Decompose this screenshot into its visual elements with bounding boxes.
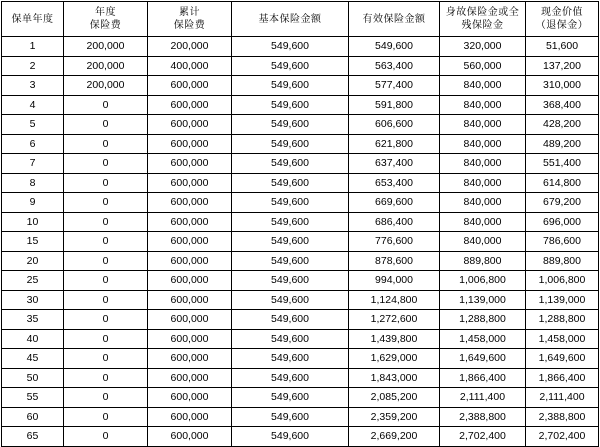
cell-cumulative-premium: 600,000 — [148, 290, 232, 310]
cell-cash-value: 368,400 — [526, 95, 599, 115]
cell-effective-sum-insured: 994,000 — [349, 271, 440, 291]
table-row — [2, 95, 599, 115]
cell-cumulative-premium: 400,000 — [148, 56, 232, 76]
table-row — [2, 271, 599, 291]
cell-policy-year: 10 — [2, 212, 64, 232]
cell-death-disability-benefit: 1,288,800 — [440, 310, 526, 330]
cell-annual-premium: 0 — [64, 251, 148, 271]
table-row — [2, 193, 599, 213]
cell-cumulative-premium: 600,000 — [148, 95, 232, 115]
cell-effective-sum-insured: 2,669,200 — [349, 427, 440, 447]
cell-annual-premium: 0 — [64, 349, 148, 369]
cell-effective-sum-insured: 2,359,200 — [349, 407, 440, 427]
cell-policy-year: 65 — [2, 427, 64, 447]
cell-policy-year: 15 — [2, 232, 64, 252]
cell-policy-year: 3 — [2, 76, 64, 96]
cell-cash-value: 889,800 — [526, 251, 599, 271]
cell-basic-sum-insured: 549,600 — [232, 154, 349, 174]
cell-basic-sum-insured: 549,600 — [232, 76, 349, 96]
cell-cumulative-premium: 200,000 — [148, 37, 232, 57]
cell-policy-year: 35 — [2, 310, 64, 330]
cell-effective-sum-insured: 563,400 — [349, 56, 440, 76]
cell-effective-sum-insured: 686,400 — [349, 212, 440, 232]
cell-cumulative-premium: 600,000 — [148, 310, 232, 330]
cell-policy-year: 6 — [2, 134, 64, 154]
cell-policy-year: 25 — [2, 271, 64, 291]
cell-cumulative-premium: 600,000 — [148, 329, 232, 349]
table-row — [2, 329, 599, 349]
header-line-1: 身故保险金或全 — [445, 7, 520, 18]
table-row — [2, 232, 599, 252]
cell-cash-value: 310,000 — [526, 76, 599, 96]
cell-cumulative-premium: 600,000 — [148, 134, 232, 154]
cell-policy-year: 4 — [2, 95, 64, 115]
table-row — [2, 407, 599, 427]
cell-cumulative-premium: 600,000 — [148, 212, 232, 232]
cell-policy-year: 7 — [2, 154, 64, 174]
cell-effective-sum-insured: 1,272,600 — [349, 310, 440, 330]
cell-policy-year: 60 — [2, 407, 64, 427]
cell-effective-sum-insured: 776,600 — [349, 232, 440, 252]
table-body — [2, 37, 599, 447]
cell-cash-value: 1,649,600 — [526, 349, 599, 369]
cell-policy-year: 20 — [2, 251, 64, 271]
cell-effective-sum-insured: 577,400 — [349, 76, 440, 96]
cell-effective-sum-insured: 606,600 — [349, 115, 440, 135]
cell-annual-premium: 200,000 — [64, 37, 148, 57]
header-line-1: 现金价值 — [541, 7, 583, 18]
cell-policy-year: 50 — [2, 368, 64, 388]
header-line-2: 保险费 — [89, 20, 122, 31]
cell-annual-premium: 0 — [64, 388, 148, 408]
cell-death-disability-benefit: 1,649,600 — [440, 349, 526, 369]
cell-basic-sum-insured: 549,600 — [232, 349, 349, 369]
table-row — [2, 173, 599, 193]
cell-annual-premium: 0 — [64, 290, 148, 310]
header-line-1: 累计 — [179, 7, 200, 18]
cell-cumulative-premium: 600,000 — [148, 427, 232, 447]
table-row — [2, 37, 599, 57]
cell-cumulative-premium: 600,000 — [148, 388, 232, 408]
cell-annual-premium: 0 — [64, 173, 148, 193]
header-death-disability-benefit — [440, 2, 526, 37]
header-policy-year — [2, 2, 64, 37]
cell-cumulative-premium: 600,000 — [148, 232, 232, 252]
table-row — [2, 212, 599, 232]
table-row — [2, 115, 599, 135]
cell-policy-year: 9 — [2, 193, 64, 213]
cell-basic-sum-insured: 549,600 — [232, 173, 349, 193]
cell-cash-value: 137,200 — [526, 56, 599, 76]
cell-basic-sum-insured: 549,600 — [232, 212, 349, 232]
cell-cash-value: 1,288,800 — [526, 310, 599, 330]
header-effective-sum-insured — [349, 2, 440, 37]
cell-basic-sum-insured: 549,600 — [232, 37, 349, 57]
cell-annual-premium: 0 — [64, 95, 148, 115]
cell-basic-sum-insured: 549,600 — [232, 134, 349, 154]
cell-cash-value: 428,200 — [526, 115, 599, 135]
table-row — [2, 76, 599, 96]
cell-annual-premium: 0 — [64, 232, 148, 252]
cell-cumulative-premium: 600,000 — [148, 271, 232, 291]
cell-effective-sum-insured: 1,629,000 — [349, 349, 440, 369]
cell-cash-value: 51,600 — [526, 37, 599, 57]
table-header — [2, 2, 599, 37]
cell-cumulative-premium: 600,000 — [148, 251, 232, 271]
cell-death-disability-benefit: 1,458,000 — [440, 329, 526, 349]
cell-policy-year: 30 — [2, 290, 64, 310]
cell-death-disability-benefit: 840,000 — [440, 115, 526, 135]
cell-annual-premium: 200,000 — [64, 56, 148, 76]
cell-annual-premium: 0 — [64, 154, 148, 174]
cell-policy-year: 45 — [2, 349, 64, 369]
cell-cumulative-premium: 600,000 — [148, 115, 232, 135]
cell-basic-sum-insured: 549,600 — [232, 56, 349, 76]
cell-cash-value: 1,866,400 — [526, 368, 599, 388]
table-row — [2, 154, 599, 174]
cell-cumulative-premium: 600,000 — [148, 173, 232, 193]
cell-annual-premium: 0 — [64, 427, 148, 447]
table-row — [2, 368, 599, 388]
cell-death-disability-benefit: 320,000 — [440, 37, 526, 57]
cell-death-disability-benefit: 560,000 — [440, 56, 526, 76]
cell-cash-value: 1,006,800 — [526, 271, 599, 291]
cell-death-disability-benefit: 840,000 — [440, 134, 526, 154]
table-row — [2, 310, 599, 330]
cell-basic-sum-insured: 549,600 — [232, 95, 349, 115]
header-row — [2, 2, 599, 37]
cell-cash-value: 2,388,800 — [526, 407, 599, 427]
cell-effective-sum-insured: 1,124,800 — [349, 290, 440, 310]
cell-policy-year: 5 — [2, 115, 64, 135]
cell-annual-premium: 0 — [64, 271, 148, 291]
cell-cash-value: 1,139,000 — [526, 290, 599, 310]
cell-cash-value: 786,600 — [526, 232, 599, 252]
table-row — [2, 290, 599, 310]
cell-death-disability-benefit: 840,000 — [440, 173, 526, 193]
cell-death-disability-benefit: 840,000 — [440, 193, 526, 213]
cell-effective-sum-insured: 878,600 — [349, 251, 440, 271]
cell-effective-sum-insured: 621,800 — [349, 134, 440, 154]
cell-basic-sum-insured: 549,600 — [232, 407, 349, 427]
cell-basic-sum-insured: 549,600 — [232, 271, 349, 291]
cell-basic-sum-insured: 549,600 — [232, 193, 349, 213]
header-line-1: 有效保险金额 — [362, 13, 426, 25]
header-line-2: 保险费 — [173, 20, 206, 31]
cell-effective-sum-insured: 549,600 — [349, 37, 440, 57]
header-cumulative-premium — [148, 2, 232, 37]
cell-effective-sum-insured: 653,400 — [349, 173, 440, 193]
cell-cash-value: 2,702,400 — [526, 427, 599, 447]
header-line-1: 年度 — [95, 7, 116, 18]
cell-death-disability-benefit: 2,111,400 — [440, 388, 526, 408]
cell-annual-premium: 0 — [64, 193, 148, 213]
cell-basic-sum-insured: 549,600 — [232, 388, 349, 408]
cell-effective-sum-insured: 669,600 — [349, 193, 440, 213]
cell-death-disability-benefit: 1,139,000 — [440, 290, 526, 310]
cell-cumulative-premium: 600,000 — [148, 193, 232, 213]
cell-basic-sum-insured: 549,600 — [232, 290, 349, 310]
cell-death-disability-benefit: 1,866,400 — [440, 368, 526, 388]
table-row — [2, 427, 599, 447]
table-row — [2, 349, 599, 369]
policy-benefit-table — [1, 1, 599, 447]
table-row — [2, 134, 599, 154]
cell-basic-sum-insured: 549,600 — [232, 329, 349, 349]
cell-death-disability-benefit: 1,006,800 — [440, 271, 526, 291]
cell-policy-year: 2 — [2, 56, 64, 76]
cell-annual-premium: 0 — [64, 407, 148, 427]
table-row — [2, 251, 599, 271]
cell-annual-premium: 0 — [64, 310, 148, 330]
cell-cumulative-premium: 600,000 — [148, 368, 232, 388]
cell-death-disability-benefit: 840,000 — [440, 232, 526, 252]
cell-policy-year: 8 — [2, 173, 64, 193]
table-row — [2, 56, 599, 76]
cell-annual-premium: 0 — [64, 134, 148, 154]
cell-cash-value: 2,111,400 — [526, 388, 599, 408]
cell-cumulative-premium: 600,000 — [148, 76, 232, 96]
cell-death-disability-benefit: 840,000 — [440, 154, 526, 174]
cell-death-disability-benefit: 889,800 — [440, 251, 526, 271]
cell-basic-sum-insured: 549,600 — [232, 251, 349, 271]
header-cash-value — [526, 2, 599, 37]
cell-basic-sum-insured: 549,600 — [232, 115, 349, 135]
cell-annual-premium: 0 — [64, 212, 148, 232]
cell-annual-premium: 0 — [64, 329, 148, 349]
cell-effective-sum-insured: 591,800 — [349, 95, 440, 115]
header-annual-premium — [64, 2, 148, 37]
cell-death-disability-benefit: 840,000 — [440, 95, 526, 115]
cell-effective-sum-insured: 2,085,200 — [349, 388, 440, 408]
cell-basic-sum-insured: 549,600 — [232, 368, 349, 388]
cell-cash-value: 489,200 — [526, 134, 599, 154]
cell-cumulative-premium: 600,000 — [148, 154, 232, 174]
cell-effective-sum-insured: 1,843,000 — [349, 368, 440, 388]
header-line-2: （退保金） — [535, 20, 589, 31]
cell-annual-premium: 0 — [64, 115, 148, 135]
cell-policy-year: 40 — [2, 329, 64, 349]
header-basic-sum-insured — [232, 2, 349, 37]
cell-policy-year: 1 — [2, 37, 64, 57]
cell-effective-sum-insured: 1,439,800 — [349, 329, 440, 349]
cell-cash-value: 1,458,000 — [526, 329, 599, 349]
cell-death-disability-benefit: 840,000 — [440, 212, 526, 232]
cell-basic-sum-insured: 549,600 — [232, 427, 349, 447]
cell-cash-value: 696,000 — [526, 212, 599, 232]
cell-cash-value: 614,800 — [526, 173, 599, 193]
cell-death-disability-benefit: 840,000 — [440, 76, 526, 96]
header-line-1: 基本保险金额 — [258, 13, 322, 25]
cell-cumulative-premium: 600,000 — [148, 407, 232, 427]
cell-annual-premium: 200,000 — [64, 76, 148, 96]
cell-basic-sum-insured: 549,600 — [232, 310, 349, 330]
header-line-1: 保单年度 — [11, 13, 54, 25]
cell-effective-sum-insured: 637,400 — [349, 154, 440, 174]
cell-cash-value: 679,200 — [526, 193, 599, 213]
cell-policy-year: 55 — [2, 388, 64, 408]
cell-basic-sum-insured: 549,600 — [232, 232, 349, 252]
table-row — [2, 388, 599, 408]
cell-cumulative-premium: 600,000 — [148, 349, 232, 369]
cell-death-disability-benefit: 2,388,800 — [440, 407, 526, 427]
cell-death-disability-benefit: 2,702,400 — [440, 427, 526, 447]
header-line-2: 残保险金 — [461, 20, 504, 31]
cell-annual-premium: 0 — [64, 368, 148, 388]
cell-cash-value: 551,400 — [526, 154, 599, 174]
